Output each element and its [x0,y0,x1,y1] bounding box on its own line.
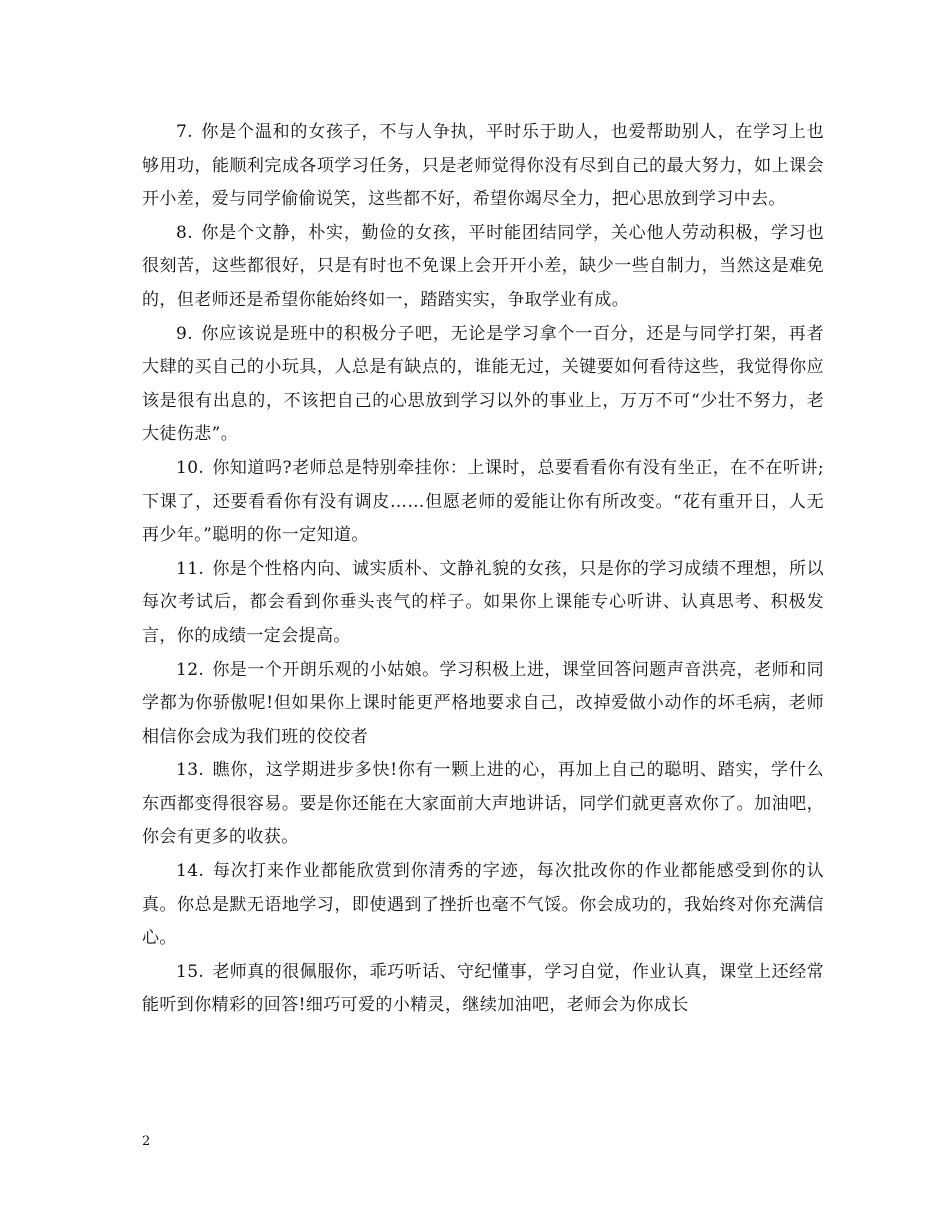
paragraph-text: 你是个温和的女孩子，不与人争执，平时乐于助人，也爱帮助别人，在学习上也够用功，能顺利完成各项学习任务，只是老师觉得你没有尽到自己的最大努力，如上课会开小差，爱与同学偷偷说笑，这些都不好，希望你竭尽全力，把心思放到学习中去。 [142,122,824,210]
paragraph-text: 老师真的很佩服你，乖巧听话、守纪懂事，学习自觉，作业认真，课堂上还经常能听到你精彩的回答!细巧可爱的小精灵，继续加油吧，老师会为你成长 [142,961,824,1016]
paragraph-number: 11. [176,558,205,579]
paragraph-15 [142,956,824,1023]
paragraph-8 [142,217,824,318]
paragraph-number: 9. [176,323,194,344]
paragraph-number: 7. [176,122,194,142]
document-body [142,116,824,1023]
paragraph-text: 你是个文静，朴实，勤俭的女孩，平时能团结同学，关心他人劳动积极，学习也很刻苦，这些都很好，只是有时也不免课上会开开小差，缺少一些自制力，当然这是难免的，但老师还是希望你能始终如一，踏踏实实，争取学业有成。 [142,222,824,310]
paragraph-text: 你知道吗?老师总是特别牵挂你：上课时，总要看看你有没有坐正，在不在听讲;下课了，还要看看你有没有调皮……但愿老师的爱能让你有所改变。“花有重开日，人无再少年。”聪明的你一定知道。 [142,457,824,546]
paragraph-text: 瞧你，这学期进步多快!你有一颗上进的心，再加上自己的聪明、踏实，学什么东西都变得很容易。要是你还能在大家面前大声地讲话，同学们就更喜欢你了。加油吧，你会有更多的收获。 [142,760,824,848]
paragraph-14 [142,855,824,956]
paragraph-text: 你是个性格内向、诚实质朴、文静礼貌的女孩，只是你的学习成绩不理想，所以每次考试后，都会看到你垂头丧气的样子。如果你上课能专心听讲、认真思考、积极发言，你的成绩一定会提高。 [142,558,824,646]
page-number: 2 [142,1134,151,1149]
paragraph-number: 10. [176,457,205,478]
paragraph-9 [142,318,824,452]
paragraph-text: 每次打来作业都能欣赏到你清秀的字迹，每次批改你的作业都能感受到你的认真。你总是默无语地学习，即使遇到了挫折也毫不气馁。你会成功的，我始终对你充满信心。 [142,861,824,949]
paragraph-number: 13. [176,760,205,781]
paragraph-13 [142,754,824,855]
paragraph-12 [142,654,824,755]
paragraph-10 [142,452,824,553]
paragraph-7 [142,116,824,217]
paragraph-text: 你应该说是班中的积极分子吧，无论是学习拿个一百分，还是与同学打架，再者大肆的买自己的小玩具，人总是有缺点的，谁能无过，关键要如何看待这些，我觉得你应该是很有出息的，不该把自己的心思放到学习以外的事业上，万万不可“少壮不努力，老大徒伤悲”。 [142,323,824,445]
paragraph-text: 你是一个开朗乐观的小姑娘。学习积极上进，课堂回答问题声音洪亮，老师和同学都为你骄傲呢!但如果你上课时能更严格地要求自己，改掉爱做小动作的坏毛病，老师相信你会成为我们班的佼佼者 [142,659,824,747]
paragraph-number: 15. [176,961,205,982]
paragraph-number: 12. [176,659,205,680]
paragraph-number: 14. [176,861,205,882]
paragraph-number: 8. [176,222,194,243]
paragraph-11 [142,553,824,654]
